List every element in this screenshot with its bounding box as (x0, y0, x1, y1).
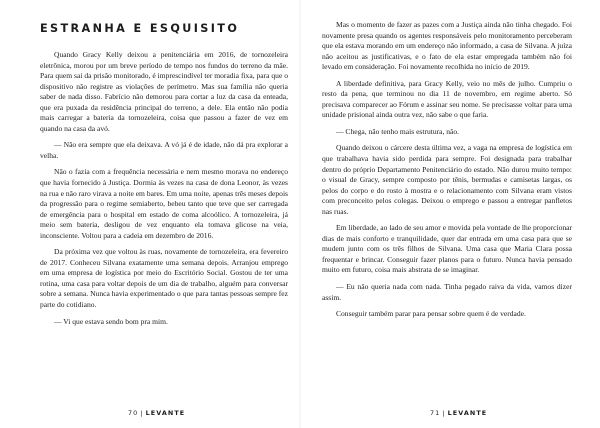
paragraph: Quando Gracy Kelly deixou a penitenciária em 2016, de tornozeleira eletrônica, morou por um breve período de tempo nos fundos do terreno da mãe. Para quem sai da prisão monitorado, é imprescindível ter moradia fixa, para que o dispositivo não registre as violações de perímetro. Mas sua família não queria saber de nada disso. Fabrício não demorou para cortar a luz da casa da enteada, que era puxada da residência principal do terreno, a dele. Ela então não podia mais carregar a bateria da tornozeleira, coisa que passou a fazer de vez em quando na casa da avó. (40, 50, 288, 133)
chapter-title: ESTRANHA E ESQUISITO (40, 22, 240, 35)
paragraph: — Eu não queria nada com nada. Tinha pegado raiva da vida, vamos dizer assim. (322, 282, 572, 302)
right-page-footer (430, 409, 487, 417)
paragraph: A liberdade definitiva, para Gracy Kelly, veio no mês de julho. Cumpriu o resto da pena, que terminou no dia 11 de novembro, em regime aberto. Só precisava comparecer ao Fórum e assinar seu nome. Se precisasse voltar para uma unidade prisional ainda outra vez, não sabe o que faria. (322, 78, 572, 120)
page-number: 70 (128, 409, 139, 417)
page-number: 71 (430, 409, 441, 417)
footer-brand: LEVANTE (145, 409, 186, 417)
paragraph: — Vi que estava sendo bom pra mim. (54, 316, 168, 326)
paragraph: Em liberdade, ao lado de seu amor e movida pela vontade de lhe proporcionar dias de mais conforto e tranquilidade, quer dar entrada em uma casa para que se mudem junto com os três filhos de Silvana. Uma casa que Maria Clara possa frequentar e brincar. Conseguir fazer planos para o futuro. Nunca havia pensado muito em futuro, coisa mais abstrata de se imaginar. (322, 223, 572, 275)
right-page (300, 0, 600, 428)
left-page-footer (128, 409, 185, 417)
paragraph: — Não era sempre que ela deixava. A vó já é de idade, não dá pra explorar a velha. (40, 140, 288, 160)
paragraph: Não o fazia com a frequência necessária e nem mesmo morava no endereço que havia fornecido à Justiça. Dormia às vezes na casa de dona Leonor, às vezes na rua e não raro virava a noite em bares. Em uma noite, apenas três meses depois da progressão para o regime semiaberto, bebeu tanto que teve que ser carregada de emergência para o hospital em estado de coma alcoólico. A tornozeleira, já meio sem bateria, desligou de vez enquanto ela tomava glicose na veia, inconsciente. Voltou para a cadeia em dezembro de 2016. (40, 167, 288, 240)
footer-separator: | (442, 409, 446, 417)
footer-separator: | (140, 409, 144, 417)
right-body-text (322, 20, 572, 326)
footer-brand: LEVANTE (447, 409, 488, 417)
left-body-text (40, 50, 288, 333)
paragraph: Conseguir também parar para pensar sobre quem é de verdade. (336, 309, 526, 319)
paragraph: Da próxima vez que voltou às ruas, novamente de tornozeleira, era fevereiro de 2017. Conheceu Silvana exatamente uma semana depois. Arranjou emprego em uma empresa de logística por meio do Escritório Social. Gostou de ter uma rotina, uma casa para voltar depois de um dia de trabalho, alguém para conversar sobre a semana. Nunca havia experimentado o que para tantas pessoas sempre fez parte do cotidiano. (40, 247, 288, 310)
paragraph: Quando deixou o cárcere desta última vez, a vaga na empresa de logística em que trabalhava havia sido perdida para sempre. Foi designada para trabalhar dentro do próprio Departamento Penitenciário do estado. Não durou muito tempo: o visual de Gracy, sempre composto por tênis, bermudas e camisetas largas, os pelos do corpo e do rosto à mostra e o relacionamento com Silvana eram vistos com preconceito pelos colegas. Deixou o emprego e passou a entregar panfletos nas ruas. (322, 143, 572, 216)
paragraph: — Chega, não tenho mais estrutura, não. (336, 126, 460, 136)
paragraph: Mas o momento de fazer as pazes com a Justiça ainda não tinha chegado. Foi novamente presa quando os agentes responsáveis pelo monitoramento perceberam que ela estava morando em um endereço não informado, a casa de Silvana. A juíza não aceitou as justificativas, e o fato de ela estar empregada também não foi levado em consideração. Foi novamente recolhida no início de 2019. (322, 20, 572, 72)
